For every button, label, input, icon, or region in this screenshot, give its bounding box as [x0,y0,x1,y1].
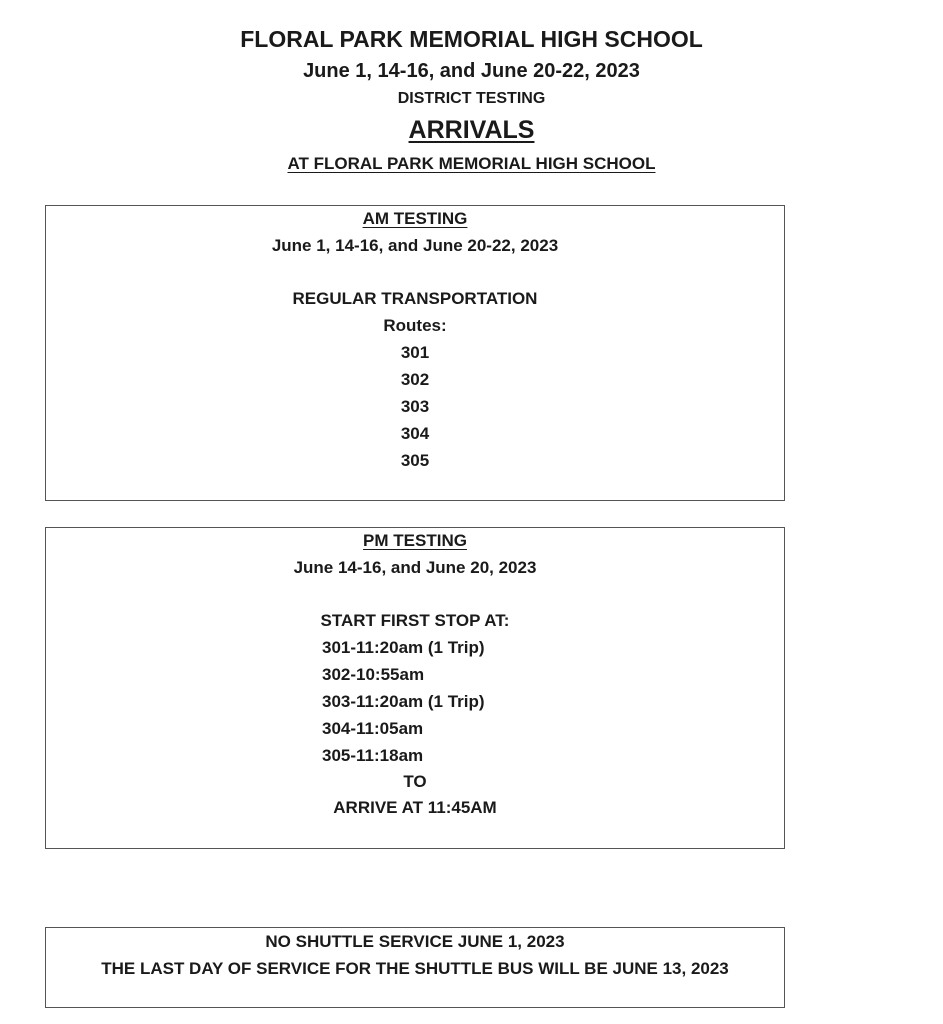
stop-item: 301-11:20am (1 Trip) [322,638,485,657]
am-routes-label: Routes: [383,316,447,335]
route-item: 302 [400,370,430,389]
am-heading-line [46,209,784,229]
shuttle-notice-box [45,927,785,1008]
am-dates: June 1, 14-16, and June 20-22, 2023 [271,236,559,255]
arrivals-heading: ARRIVALS [408,116,535,144]
pm-heading-line [46,531,784,551]
stop-item: 304-11:05am [322,719,424,738]
route-item: 304 [400,424,430,443]
stop-item: 303-11:20am (1 Trip) [322,692,485,711]
pm-heading: PM TESTING [363,531,467,550]
stop-item: 302-10:55am [322,665,425,684]
pm-start-label: START FIRST STOP AT: [320,611,510,630]
am-heading: AM TESTING [362,209,468,228]
pm-testing-box [45,527,785,849]
route-item: 301 [400,343,430,362]
route-item: 305 [400,451,430,470]
am-testing-box [45,205,785,501]
route-item: 303 [400,397,430,416]
page-dates: June 1, 14-16, and June 20-22, 2023 [303,60,640,82]
pm-to: TO [403,772,427,791]
notice-line-2: THE LAST DAY OF SERVICE FOR THE SHUTTLE BUS WILL BE JUNE 13, 2023 [101,959,729,978]
location-line [0,154,943,174]
pm-arrive: ARRIVE AT 11:45AM [333,798,497,817]
location-text: AT FLORAL PARK MEMORIAL HIGH SCHOOL [287,154,656,173]
stop-item: 305-11:18am [322,746,424,765]
page-subtitle: DISTRICT TESTING [397,90,546,107]
pm-dates: June 14-16, and June 20, 2023 [293,558,537,577]
section-heading [0,116,943,145]
page-title: FLORAL PARK MEMORIAL HIGH SCHOOL [240,26,703,52]
notice-line-1: NO SHUTTLE SERVICE JUNE 1, 2023 [265,932,565,951]
am-transport: REGULAR TRANSPORTATION [292,289,538,308]
